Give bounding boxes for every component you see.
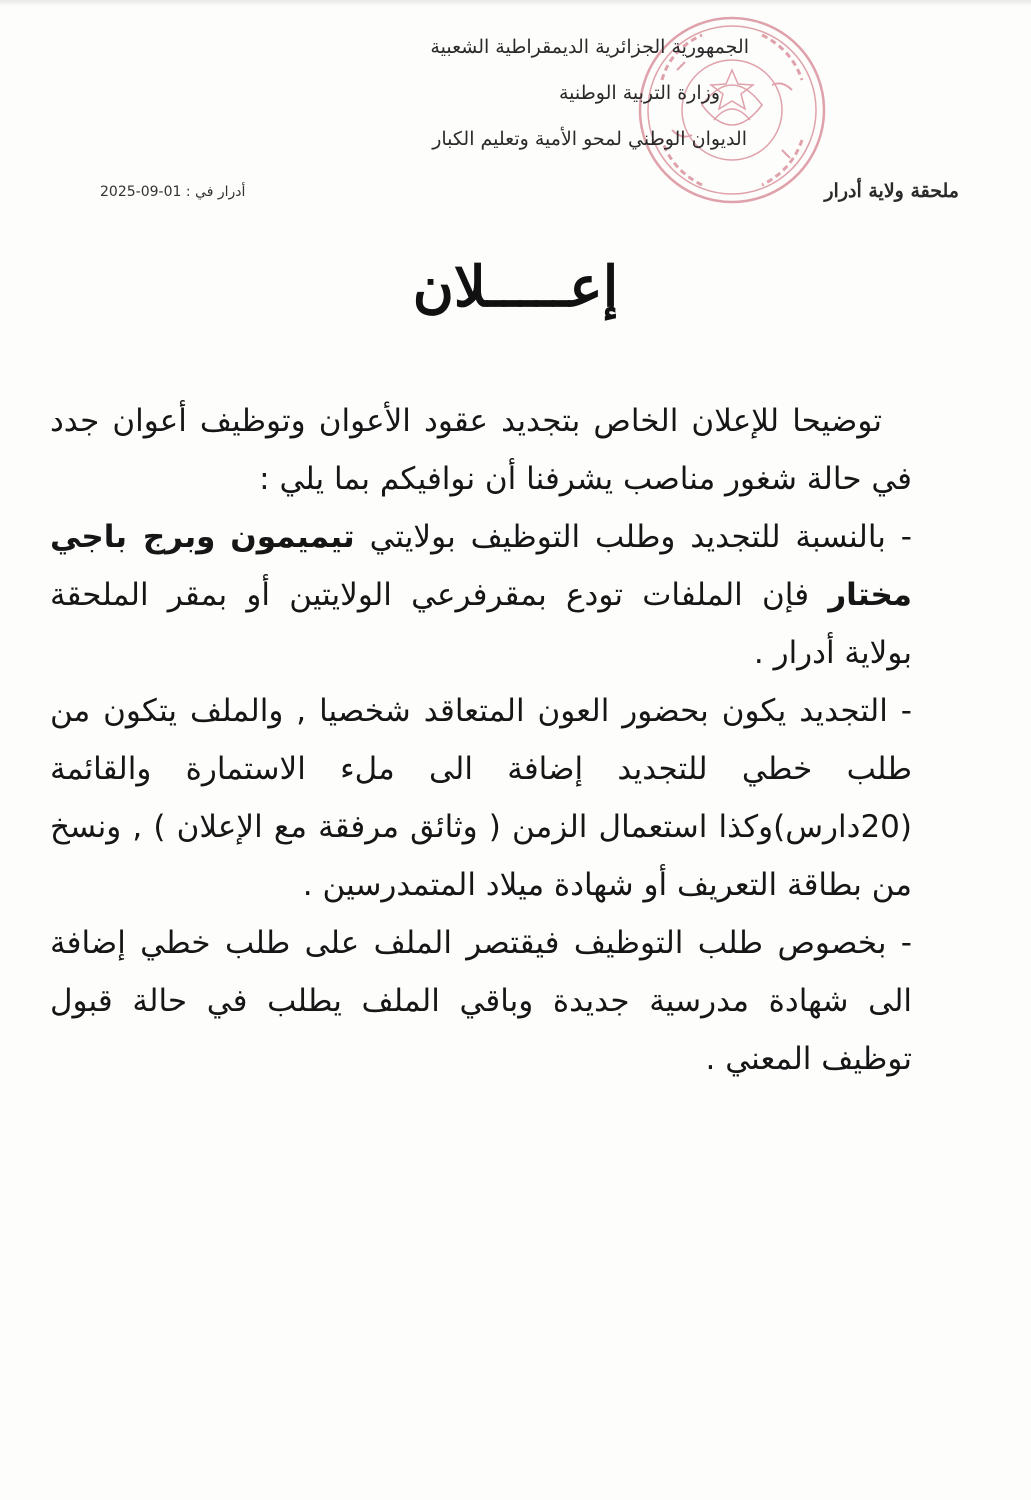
place-timimoun: تيميمون — [230, 519, 355, 555]
document-title: إعـــــلان — [412, 254, 619, 320]
header-office: الديوان الوطني لمحو الأمية وتعليم الكبار — [432, 128, 747, 150]
document-date: أدرار في : 01-09-2025 — [100, 184, 246, 200]
list-item-renewal: - التجديد يكون بحضور العون المتعاقد شخصيا , والملف يتكون من طلب خطي للتجديد إضافة الى ملء الاستمارة والقائمة (20دارس)وكذا استعمال الزمن ( وثائق مرفقة مع الإعلان ) , ونسخ من بطاقة التعريف أو شهادة ميلاد المتمدرسين . — [50, 693, 912, 903]
header-republic: الجمهورية الجزائرية الديمقراطية الشعبية — [430, 36, 749, 58]
place-joiner: و — [196, 519, 216, 555]
scan-edge-shadow — [0, 0, 1031, 6]
item1-before: - بالنسبة للتجديد وطلب التوظيف بولايتي — [369, 519, 912, 555]
place-bordj-badji-mokhtar: برج باجي مختار — [50, 519, 913, 613]
list-item-recruitment: - بخصوص طلب التوظيف فيقتصر الملف على طلب خطي إضافة الى شهادة مدرسية جديدة وباقي الملف يطلب في حالة قبول توظيف المعني . — [50, 925, 912, 1077]
list-item-deposit — [50, 508, 912, 682]
item1-after: فإن الملفات تودع بمقرفرعي الولايتين أو بمقر الملحقة بولاية أدرار . — [50, 577, 912, 671]
announcement-body — [50, 392, 912, 1088]
header-ministry: وزارة التربية الوطنية — [559, 82, 720, 104]
header-annex: ملحقة ولاية أدرار — [824, 180, 959, 202]
intro-paragraph: توضيحا للإعلان الخاص بتجديد عقود الأعوان وتوظيف أعوان جدد في حالة شغور مناصب يشرفنا أن نوافيكم بما يلي : — [50, 403, 912, 497]
